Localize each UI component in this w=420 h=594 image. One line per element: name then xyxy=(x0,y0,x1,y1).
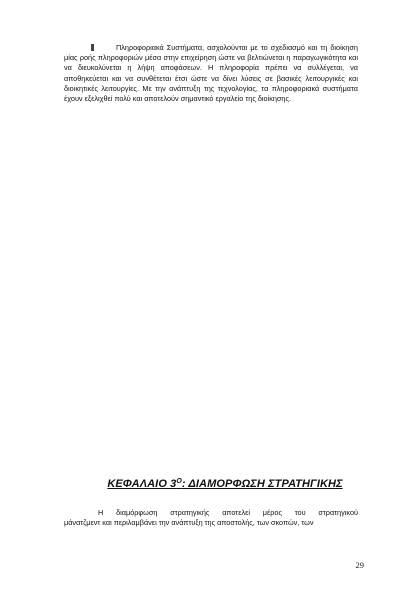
chapter-heading-prefix: ΚΕΦΑΛΑΙΟ 3 xyxy=(107,478,177,490)
chapter-heading xyxy=(0,478,420,490)
page-number: 29 xyxy=(355,560,364,570)
bullet-marker xyxy=(91,44,94,51)
chapter-heading-title: : ΔΙΑΜΟΡΦΩΣΗ ΣΤΡΑΤΗΓΙΚΗΣ xyxy=(181,478,343,490)
chapter-intro-paragraph xyxy=(64,508,358,529)
body-paragraph xyxy=(64,43,358,104)
chapter-heading-superscript: Ο xyxy=(176,478,182,485)
body-paragraph-text: Πληροφοριακά Συστήματα, ασχολούνται με το σχεδιασμό και τη διοίκηση μίας ροής πληροφοριών μέσα στην επιχείρηση ώστε να βελτιώνεται η παραγωγικότητα και να διευκολύνεται η λήψη αποφάσεων. Η πληροφορία πρέπει να συλλέγεται, να αποθηκεύεται και να συνθέτεται έτσι ώστε να δίνει λύσεις σε βασικές λειτουργικές και διοικητικές λειτουργίες. Με την ανάπτυξη της τεχνολογίας, τα πληροφοριακά συστήματα έχουν εξελιχθεί πολύ και αποτελούν σημαντικό εργαλείο της διοίκησης. xyxy=(64,43,358,104)
chapter-intro-line-1: Η διαμόρφωση στρατηγικής αποτελεί μέρος του στρατηγικού xyxy=(98,508,358,517)
chapter-intro-line-2: μάνατζμεντ και περιλαμβάνει την ανάπτυξη της αποστολής, των σκοπών, των xyxy=(64,518,314,528)
